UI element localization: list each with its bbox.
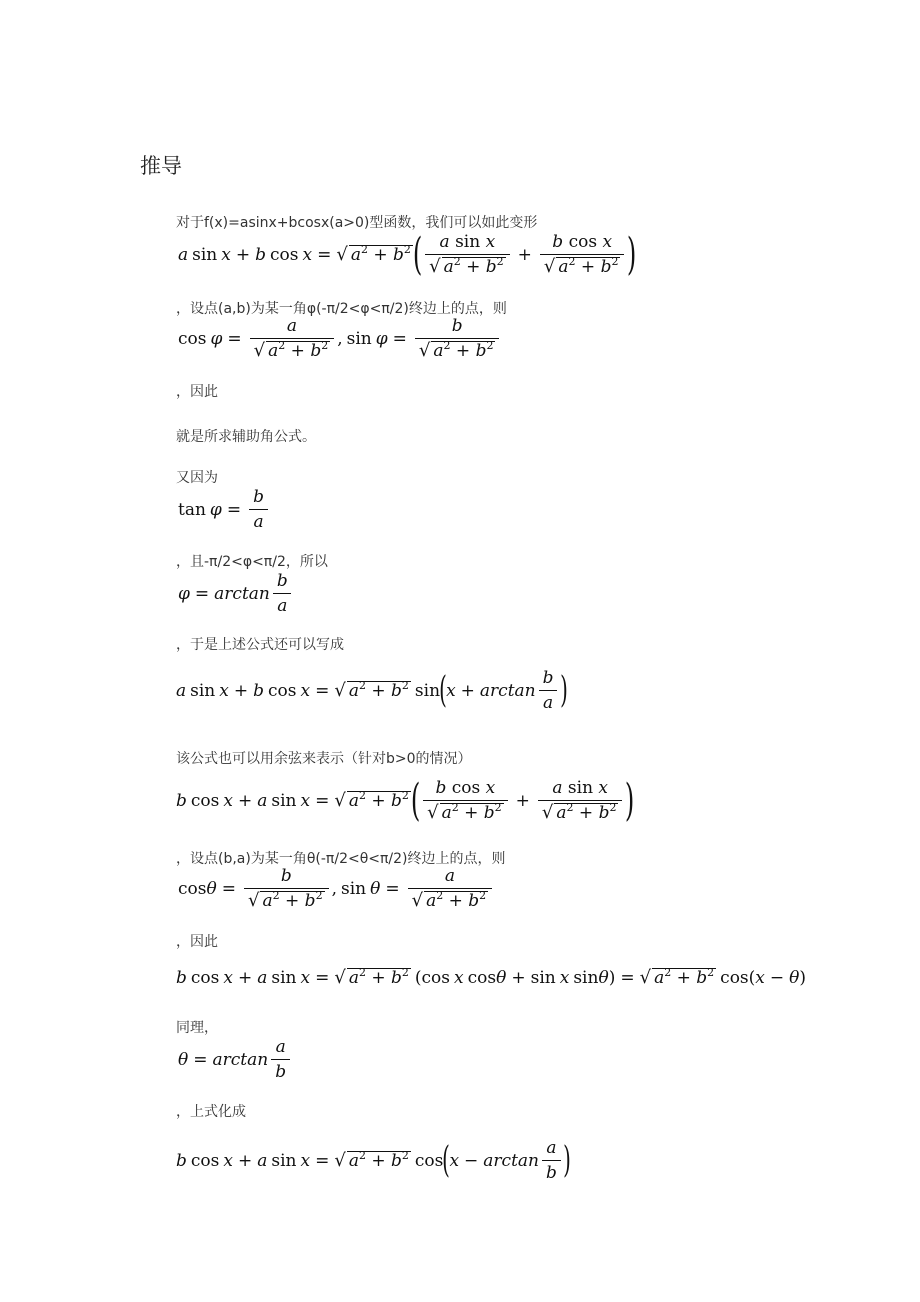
formula-cos-sin-theta: cos θ = b √ $a^2 + b^2$ , sin θ = a √ $a^2 + b^2$ [178,866,495,911]
page-title: 推导 [140,154,182,178]
text-and-because: 又因为 [176,470,218,486]
formula-sin-form: a sin x + b cos x = √ $a^2 + b^2$ sin ( x + arctan $\frac{b}{a}$ ) [176,668,568,713]
text-intro: 对于f(x)=asinx+bcosx(a>0)型函数，我们可以如此变形 [176,215,538,231]
formula-cos-expansion: b cos x + a sin x = √ $a^2 + b^2$ ( b cos x √ $a^2 + b^2$ + a sin x √ $a^2 + b^2$ ) [176,774,635,826]
text-therefore-1: ，因此 [176,384,218,400]
text-set-point-ba: ，设点(b,a)为某一角θ(-π/2<θ<π/2)终边上的点，则 [176,851,506,867]
text-therefore-2: ，因此 [176,934,218,950]
text-becomes: ，上式化成 [176,1104,246,1120]
text-range-phi: ，且-π/2<φ<π/2，所以 [176,554,328,570]
text-rewrite: ，于是上述公式还可以写成 [176,637,344,653]
text-auxiliary-formula: 就是所求辅助角公式。 [176,429,316,445]
formula-cos-sin-phi: cos φ = a √ $a^2 + b^2$ , sin φ = b √ $a^2 + b^2$ [178,316,502,361]
text-cosine-form-intro: 该公式也可以用余弦来表示（针对b>0的情况） [176,751,472,767]
formula-phi-arctan: φ = arctan $\frac{b}{a}$ [178,571,295,616]
formula-theta-arctan: θ = arctan $\frac{a}{b}$ [178,1037,293,1082]
formula-tan-phi: tan φ = $\frac{b}{a}$ [178,487,271,532]
formula-cos-form: b cos x + a sin x = √ $a^2 + b^2$ cos ( x − arctan $\frac{a}{b}$ ) [176,1138,571,1183]
text-similarly: 同理， [176,1020,218,1036]
text-set-point-ab: ，设点(a,b)为某一角φ(-π/2<φ<π/2)终边上的点，则 [176,301,507,317]
formula-cos-difference: b cos x + a sin x = √ $a^2 + b^2$ (cos x cos θ + sin x sin θ ) = √ $a^2 + b^2$ cos( x − θ ) [176,966,807,988]
formula-expansion: a sin x + b cos x = √ $a^2 + b^2$ ( a sin x √ $a^2 + b^2$ + b cos x √ $a^2 + b^2$ ) [178,228,637,280]
